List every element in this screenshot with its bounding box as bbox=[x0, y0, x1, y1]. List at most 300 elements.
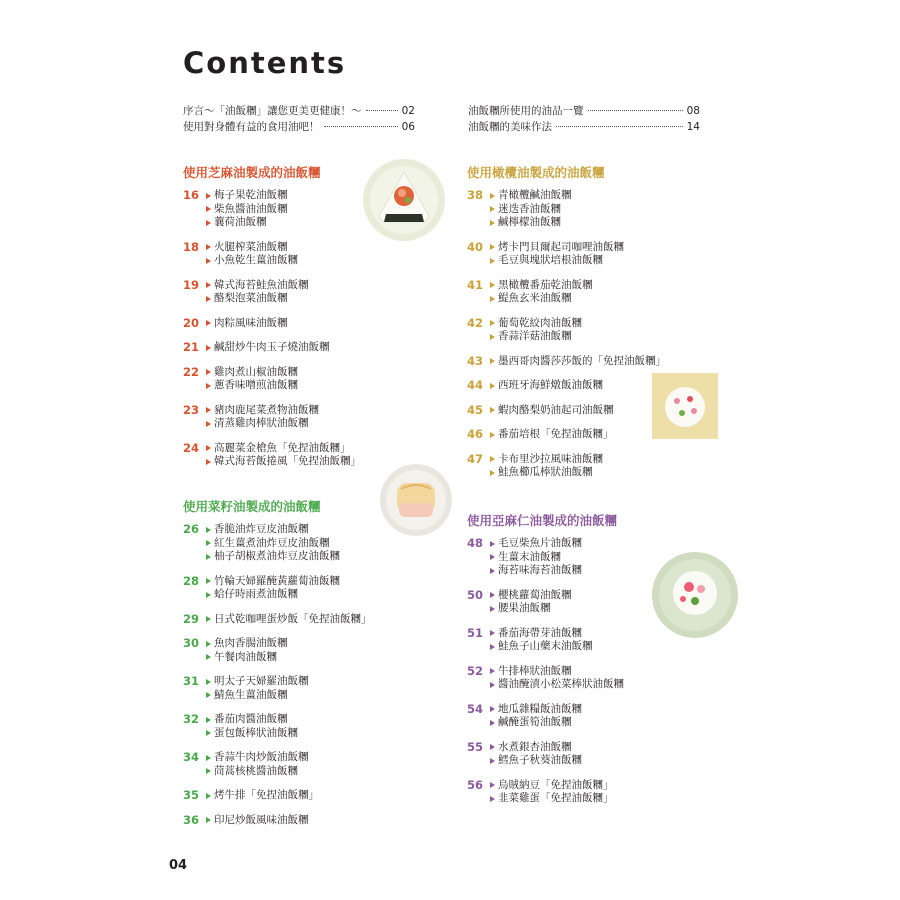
toc-entry[interactable] bbox=[467, 279, 666, 306]
recipe-item[interactable] bbox=[206, 727, 298, 741]
recipe-name: 西班牙海鮮燉飯油飯糰 bbox=[498, 379, 603, 391]
entry-page-number: 31 bbox=[183, 674, 200, 688]
recipe-name: 迷迭香油飯糰 bbox=[498, 202, 561, 215]
recipe-name: 韭菜雞蛋「免捏油飯糰」 bbox=[498, 792, 614, 804]
entry-items bbox=[206, 675, 309, 702]
recipe-name: 柴魚醬油油飯糰 bbox=[214, 202, 288, 215]
recipe-name: 蘘荷油飯糰 bbox=[214, 216, 267, 228]
recipe-name: 紅生薑煮油炸豆皮油飯糰 bbox=[214, 536, 330, 549]
recipe-item[interactable] bbox=[206, 417, 319, 431]
entry-page-number: 23 bbox=[183, 402, 200, 417]
recipe-item[interactable] bbox=[490, 355, 666, 369]
entry-page-number: 38 bbox=[467, 188, 484, 202]
entry-items bbox=[490, 703, 582, 730]
entry-page-number: 24 bbox=[183, 440, 200, 455]
triangle-bullet-icon bbox=[490, 682, 495, 688]
intro-line[interactable] bbox=[468, 119, 700, 135]
entry-items bbox=[206, 575, 340, 602]
recipe-item[interactable] bbox=[490, 665, 624, 679]
recipe-name: 梅子果乾油飯糰 bbox=[214, 189, 288, 201]
recipe-item[interactable] bbox=[490, 792, 614, 806]
entry-items bbox=[490, 279, 593, 306]
entry-items bbox=[490, 537, 582, 578]
triangle-bullet-icon bbox=[490, 630, 495, 636]
recipe-name: 毛豆與塊狀培根油飯糰 bbox=[498, 254, 603, 266]
recipe-item[interactable] bbox=[206, 254, 298, 268]
entry-page-number: 41 bbox=[467, 277, 484, 292]
toc-entry[interactable] bbox=[183, 404, 361, 431]
triangle-bullet-icon bbox=[206, 641, 211, 647]
entry-items bbox=[490, 317, 582, 344]
toc-entry[interactable] bbox=[467, 428, 666, 442]
entry-page-number: 48 bbox=[467, 536, 484, 550]
entry-page-number: 47 bbox=[467, 451, 484, 466]
triangle-bullet-icon bbox=[206, 320, 211, 326]
entry-page-number: 32 bbox=[183, 712, 200, 726]
recipe-name: 番茄海帶芽油飯糰 bbox=[498, 626, 582, 639]
triangle-bullet-icon bbox=[490, 644, 495, 650]
entry-items bbox=[206, 241, 298, 268]
intro-page: 14 bbox=[686, 121, 700, 133]
toc-entry[interactable] bbox=[183, 366, 361, 393]
triangle-bullet-icon bbox=[490, 606, 495, 612]
recipe-name: 竹輪天婦羅醃黃蘿蔔油飯糰 bbox=[214, 574, 340, 587]
recipe-item[interactable] bbox=[490, 292, 593, 306]
toc-entry[interactable] bbox=[183, 317, 361, 331]
triangle-bullet-icon bbox=[206, 244, 211, 250]
entry-items bbox=[206, 637, 288, 664]
recipe-name: 酪梨泡菜油飯糰 bbox=[214, 292, 288, 304]
toc-entry[interactable] bbox=[467, 453, 666, 480]
recipe-item[interactable] bbox=[490, 453, 603, 467]
recipe-item[interactable] bbox=[206, 317, 288, 331]
toc-entry[interactable] bbox=[183, 189, 361, 230]
recipe-item[interactable] bbox=[206, 216, 288, 230]
recipe-name: 鮭魚子山藥末油飯糰 bbox=[498, 640, 593, 652]
entry-page-number: 55 bbox=[467, 739, 484, 754]
entry-page-number: 28 bbox=[183, 573, 200, 588]
entry-items bbox=[206, 713, 298, 740]
section-title: 使用菜籽油製成的油飯糰 bbox=[183, 499, 321, 514]
entry-items bbox=[206, 404, 319, 431]
triangle-bullet-icon bbox=[490, 706, 495, 712]
entry-page-number: 36 bbox=[183, 812, 200, 827]
entry-items bbox=[490, 404, 614, 418]
entry-page-number: 34 bbox=[183, 750, 200, 764]
recipe-item[interactable] bbox=[206, 789, 319, 803]
recipe-name: 青橄欖鹹油飯糰 bbox=[498, 189, 572, 201]
recipe-item[interactable] bbox=[206, 203, 288, 217]
recipe-name: 蔥香味噌煎油飯糰 bbox=[214, 379, 298, 391]
toc-entry[interactable] bbox=[467, 741, 624, 768]
triangle-bullet-icon bbox=[490, 796, 495, 802]
recipe-item[interactable] bbox=[490, 216, 572, 230]
entry-items bbox=[490, 355, 666, 369]
recipe-name: 魚肉香腸油飯糰 bbox=[214, 637, 288, 649]
entry-page-number: 46 bbox=[467, 427, 484, 441]
recipe-item[interactable] bbox=[490, 703, 582, 717]
entry-page-number: 56 bbox=[467, 777, 484, 792]
recipe-item[interactable] bbox=[490, 379, 603, 393]
toc-entry[interactable] bbox=[467, 537, 624, 578]
triangle-bullet-icon bbox=[490, 206, 495, 212]
triangle-bullet-icon bbox=[206, 296, 211, 302]
entry-items bbox=[206, 751, 309, 778]
entry-items bbox=[490, 453, 603, 480]
triangle-bullet-icon bbox=[490, 220, 495, 226]
recipe-name: 香蒜洋菇油飯糰 bbox=[498, 330, 572, 342]
triangle-bullet-icon bbox=[206, 369, 211, 375]
entry-page-number: 18 bbox=[183, 239, 200, 254]
page-title: Contents bbox=[183, 46, 347, 80]
entry-items bbox=[490, 589, 572, 616]
toc-entry[interactable] bbox=[467, 627, 624, 654]
triangle-bullet-icon bbox=[206, 592, 211, 598]
toc-entry[interactable] bbox=[467, 665, 624, 692]
recipe-name: 鯖魚生薑油飯糰 bbox=[214, 688, 288, 701]
triangle-bullet-icon bbox=[206, 679, 211, 685]
section-olive-oil bbox=[467, 163, 666, 491]
entry-page-number: 42 bbox=[467, 315, 484, 330]
recipe-item[interactable] bbox=[206, 651, 288, 665]
triangle-bullet-icon bbox=[490, 383, 495, 389]
triangle-bullet-icon bbox=[206, 755, 211, 761]
recipe-item[interactable] bbox=[490, 754, 582, 768]
intro-line[interactable] bbox=[183, 119, 415, 135]
leader-dots bbox=[366, 110, 398, 111]
entry-items bbox=[490, 665, 624, 692]
recipe-item[interactable] bbox=[490, 741, 582, 755]
triangle-bullet-icon bbox=[206, 206, 211, 212]
entry-items bbox=[490, 379, 603, 393]
recipe-name: 鯷魚玄米油飯糰 bbox=[498, 292, 572, 304]
entry-items bbox=[490, 779, 614, 806]
triangle-bullet-icon bbox=[206, 654, 211, 660]
recipe-item[interactable] bbox=[206, 189, 288, 203]
triangle-bullet-icon bbox=[206, 345, 211, 351]
toc-entry[interactable] bbox=[183, 442, 361, 469]
section-flax-oil bbox=[467, 511, 624, 817]
recipe-item[interactable] bbox=[206, 404, 319, 418]
triangle-bullet-icon bbox=[490, 568, 495, 574]
triangle-bullet-icon bbox=[206, 730, 211, 736]
entry-page-number: 35 bbox=[183, 788, 200, 802]
intro-label: 序言～「油飯糰」讓您更美更健康！～ bbox=[183, 105, 362, 117]
triangle-bullet-icon bbox=[490, 470, 495, 476]
toc-entry[interactable] bbox=[183, 613, 372, 627]
triangle-bullet-icon bbox=[206, 616, 211, 622]
entry-items bbox=[206, 366, 298, 393]
triangle-bullet-icon bbox=[490, 282, 495, 288]
recipe-name: 水煮銀杏油飯糰 bbox=[498, 740, 572, 753]
entry-items bbox=[490, 627, 593, 654]
intro-line[interactable] bbox=[183, 103, 415, 119]
recipe-name: 番茄肉醬油飯糰 bbox=[214, 713, 288, 725]
section-title: 使用芝麻油製成的油飯糰 bbox=[183, 165, 321, 180]
recipe-item[interactable] bbox=[206, 537, 340, 551]
leader-dots bbox=[588, 110, 683, 111]
entry-page-number: 19 bbox=[183, 277, 200, 292]
triangle-bullet-icon bbox=[490, 668, 495, 674]
recipe-item[interactable] bbox=[206, 550, 340, 564]
triangle-bullet-icon bbox=[490, 744, 495, 750]
toc-entry[interactable] bbox=[467, 589, 624, 616]
onigiri-photo-olive bbox=[652, 373, 718, 439]
toc-entry[interactable] bbox=[467, 703, 624, 730]
triangle-bullet-icon bbox=[490, 592, 495, 598]
toc-entry[interactable] bbox=[183, 341, 361, 355]
recipe-item[interactable] bbox=[206, 713, 298, 727]
triangle-bullet-icon bbox=[206, 258, 211, 264]
entry-page-number: 30 bbox=[183, 636, 200, 650]
recipe-name: 葡萄乾絞肉油飯糰 bbox=[498, 316, 582, 329]
recipe-name: 烤卡門貝爾起司咖哩油飯糰 bbox=[498, 240, 624, 253]
recipe-item[interactable] bbox=[490, 241, 624, 255]
section-title: 使用橄欖油製成的油飯糰 bbox=[467, 165, 605, 180]
recipe-name: 蛤仔時雨煮油飯糰 bbox=[214, 588, 298, 600]
recipe-item[interactable] bbox=[206, 689, 309, 703]
recipe-item[interactable] bbox=[490, 254, 624, 268]
entry-page-number: 50 bbox=[467, 587, 484, 602]
toc-entry[interactable] bbox=[183, 523, 372, 564]
onigiri-photo-flax bbox=[651, 551, 739, 639]
recipe-item[interactable] bbox=[490, 551, 582, 565]
triangle-bullet-icon bbox=[206, 768, 211, 774]
recipe-name: 韓式海苔飯捲風「免捏油飯糰」 bbox=[214, 455, 361, 467]
triangle-bullet-icon bbox=[206, 527, 211, 533]
recipe-item[interactable] bbox=[206, 675, 309, 689]
toc-entry[interactable] bbox=[183, 789, 372, 803]
toc-entry[interactable] bbox=[183, 279, 361, 306]
triangle-bullet-icon bbox=[206, 193, 211, 199]
section-title: 使用亞麻仁油製成的油飯糰 bbox=[467, 513, 618, 528]
triangle-bullet-icon bbox=[490, 258, 495, 264]
recipe-name: 烤牛排「免捏油飯糰」 bbox=[214, 789, 319, 801]
recipe-name: 火腿榨菜油飯糰 bbox=[214, 240, 288, 253]
recipe-name: 高麗菜金槍魚「免捏油飯糰」 bbox=[214, 441, 351, 454]
recipe-item[interactable] bbox=[490, 317, 582, 331]
recipe-name: 腰果油飯糰 bbox=[498, 602, 551, 614]
recipe-name: 烏賊納豆「免捏油飯糰」 bbox=[498, 778, 614, 791]
recipe-item[interactable] bbox=[490, 537, 582, 551]
entry-items bbox=[206, 613, 372, 627]
toc-entry[interactable] bbox=[467, 779, 624, 806]
recipe-name: 番茄培根「免捏油飯糰」 bbox=[498, 428, 614, 440]
intro-label: 使用對身體有益的食用油吧！ bbox=[183, 121, 320, 133]
recipe-name: 小魚乾生薑油飯糰 bbox=[214, 254, 298, 266]
recipe-item[interactable] bbox=[490, 716, 582, 730]
recipe-item[interactable] bbox=[490, 428, 614, 442]
leader-dots bbox=[556, 126, 683, 127]
recipe-name: 清蒸雞肉棒狀油飯糰 bbox=[214, 417, 309, 429]
triangle-bullet-icon bbox=[206, 445, 211, 451]
toc-entry[interactable] bbox=[183, 675, 372, 702]
triangle-bullet-icon bbox=[490, 720, 495, 726]
recipe-name: 櫻桃蘿蔔油飯糰 bbox=[498, 588, 572, 601]
triangle-bullet-icon bbox=[490, 358, 495, 364]
recipe-item[interactable] bbox=[490, 466, 603, 480]
toc-entry[interactable] bbox=[467, 317, 666, 344]
triangle-bullet-icon bbox=[206, 717, 211, 723]
recipe-item[interactable] bbox=[206, 588, 340, 602]
triangle-bullet-icon bbox=[206, 540, 211, 546]
recipe-name: 醬油醃漬小松菜棒狀油飯糰 bbox=[498, 678, 624, 690]
triangle-bullet-icon bbox=[490, 758, 495, 764]
entry-items bbox=[490, 189, 572, 230]
page-number: 04 bbox=[169, 858, 188, 873]
recipe-item[interactable] bbox=[490, 627, 593, 641]
recipe-name: 鮭魚櫛瓜棒狀油飯糰 bbox=[498, 466, 593, 478]
triangle-bullet-icon bbox=[206, 220, 211, 226]
recipe-item[interactable] bbox=[206, 613, 372, 627]
entry-page-number: 40 bbox=[467, 239, 484, 254]
entry-page-number: 21 bbox=[183, 340, 200, 354]
recipe-name: 香脆油炸豆皮油飯糰 bbox=[214, 523, 309, 535]
recipe-name: 日式乾咖哩蛋炒飯「免捏油飯糰」 bbox=[214, 612, 372, 625]
recipe-name: 海苔味海苔油飯糰 bbox=[498, 564, 582, 576]
recipe-item[interactable] bbox=[206, 765, 309, 779]
recipe-item[interactable] bbox=[206, 366, 298, 380]
triangle-bullet-icon bbox=[206, 421, 211, 427]
recipe-item[interactable] bbox=[490, 189, 572, 203]
recipe-item[interactable] bbox=[206, 455, 361, 469]
entry-items bbox=[490, 428, 614, 442]
recipe-name: 鹹醃蛋筍油飯糰 bbox=[498, 716, 572, 728]
entry-items bbox=[206, 189, 288, 230]
recipe-name: 柚子胡椒煮油炸豆皮油飯糰 bbox=[214, 550, 340, 562]
intro-label: 油飯糰的美味作法 bbox=[468, 121, 552, 133]
entry-items bbox=[206, 442, 361, 469]
triangle-bullet-icon bbox=[206, 282, 211, 288]
recipe-item[interactable] bbox=[490, 779, 614, 793]
recipe-item[interactable] bbox=[490, 678, 624, 692]
recipe-item[interactable] bbox=[490, 279, 593, 293]
entry-page-number: 43 bbox=[467, 353, 484, 368]
triangle-bullet-icon bbox=[490, 407, 495, 413]
triangle-bullet-icon bbox=[490, 554, 495, 560]
recipe-name: 地瓜雜糧飯油飯糰 bbox=[498, 702, 582, 715]
intro-page: 06 bbox=[401, 121, 415, 133]
triangle-bullet-icon bbox=[206, 383, 211, 389]
entry-page-number: 20 bbox=[183, 315, 200, 330]
entry-page-number: 26 bbox=[183, 522, 200, 536]
toc-entry[interactable] bbox=[467, 189, 666, 230]
intro-left bbox=[183, 103, 415, 135]
recipe-name: 蝦肉酪梨奶油起司油飯糰 bbox=[498, 403, 614, 416]
recipe-item[interactable] bbox=[206, 637, 288, 651]
section-canola-oil bbox=[183, 497, 372, 838]
section-sesame-oil bbox=[183, 163, 361, 480]
entry-page-number: 29 bbox=[183, 611, 200, 626]
entry-items bbox=[206, 279, 309, 306]
recipe-name: 卡布里沙拉風味油飯糰 bbox=[498, 452, 603, 465]
recipe-item[interactable] bbox=[206, 751, 309, 765]
intro-page: 02 bbox=[401, 105, 415, 117]
recipe-name: 雞肉煮山椒油飯糰 bbox=[214, 365, 298, 378]
entry-items bbox=[206, 341, 330, 355]
entry-page-number: 22 bbox=[183, 364, 200, 379]
toc-entry[interactable] bbox=[183, 814, 372, 828]
recipe-item[interactable] bbox=[490, 330, 582, 344]
recipe-name: 明太子天婦羅油飯糰 bbox=[214, 675, 309, 687]
toc-entry[interactable] bbox=[467, 379, 666, 393]
toc-entry[interactable] bbox=[183, 713, 372, 740]
recipe-item[interactable] bbox=[206, 241, 298, 255]
intro-line[interactable] bbox=[468, 103, 700, 119]
triangle-bullet-icon bbox=[206, 578, 211, 584]
entry-page-number: 54 bbox=[467, 701, 484, 716]
recipe-item[interactable] bbox=[490, 602, 572, 616]
toc-entry[interactable] bbox=[467, 355, 666, 369]
recipe-name: 香蒜牛肉炒飯油飯糰 bbox=[214, 751, 309, 763]
entry-page-number: 16 bbox=[183, 188, 200, 202]
toc-entry[interactable] bbox=[467, 404, 666, 418]
entry-items bbox=[206, 317, 288, 331]
entry-items bbox=[206, 523, 340, 564]
recipe-item[interactable] bbox=[490, 203, 572, 217]
recipe-item[interactable] bbox=[206, 523, 340, 537]
triangle-bullet-icon bbox=[206, 793, 211, 799]
recipe-name: 鹹檸檬油飯糰 bbox=[498, 216, 561, 228]
toc-entry[interactable] bbox=[183, 637, 372, 664]
recipe-item[interactable] bbox=[490, 404, 614, 418]
entry-items bbox=[490, 741, 582, 768]
recipe-name: 韓式海苔鮭魚油飯糰 bbox=[214, 278, 309, 291]
recipe-item[interactable] bbox=[206, 341, 330, 355]
entry-items bbox=[490, 241, 624, 268]
triangle-bullet-icon bbox=[490, 334, 495, 340]
intro-label: 油飯糰所使用的油品一覽 bbox=[468, 105, 584, 117]
toc-entry[interactable] bbox=[183, 575, 372, 602]
entry-page-number: 51 bbox=[467, 625, 484, 640]
recipe-item[interactable] bbox=[490, 589, 572, 603]
recipe-item[interactable] bbox=[206, 575, 340, 589]
triangle-bullet-icon bbox=[490, 456, 495, 462]
recipe-item[interactable] bbox=[490, 640, 593, 654]
intro-page: 08 bbox=[686, 105, 700, 117]
recipe-name: 印尼炒飯風味油飯糰 bbox=[214, 813, 309, 826]
triangle-bullet-icon bbox=[206, 407, 211, 413]
triangle-bullet-icon bbox=[490, 193, 495, 199]
recipe-item[interactable] bbox=[206, 292, 309, 306]
onigiri-photo-sesame bbox=[362, 158, 446, 242]
recipe-item[interactable] bbox=[490, 564, 582, 578]
toc-entry[interactable] bbox=[183, 751, 372, 778]
triangle-bullet-icon bbox=[490, 541, 495, 547]
entry-page-number: 44 bbox=[467, 378, 484, 392]
recipe-name: 蛋包飯棒狀油飯糰 bbox=[214, 726, 298, 739]
toc-entry[interactable] bbox=[183, 241, 361, 268]
triangle-bullet-icon bbox=[206, 554, 211, 560]
recipe-item[interactable] bbox=[206, 279, 309, 293]
triangle-bullet-icon bbox=[206, 692, 211, 698]
recipe-name: 鱈魚子秋葵油飯糰 bbox=[498, 754, 582, 766]
recipe-item[interactable] bbox=[206, 442, 361, 456]
entry-items bbox=[206, 814, 309, 828]
recipe-item[interactable] bbox=[206, 814, 309, 828]
recipe-name: 肉粽風味油飯糰 bbox=[214, 316, 288, 329]
entry-items bbox=[206, 789, 319, 803]
leader-dots bbox=[324, 126, 398, 127]
triangle-bullet-icon bbox=[490, 244, 495, 250]
recipe-name: 豬肉鹿尾菜煮物油飯糰 bbox=[214, 403, 319, 416]
triangle-bullet-icon bbox=[490, 320, 495, 326]
recipe-item[interactable] bbox=[206, 379, 298, 393]
entry-page-number: 45 bbox=[467, 402, 484, 417]
triangle-bullet-icon bbox=[206, 459, 211, 465]
toc-entry[interactable] bbox=[467, 241, 666, 268]
onigiri-photo-canola bbox=[379, 463, 453, 537]
